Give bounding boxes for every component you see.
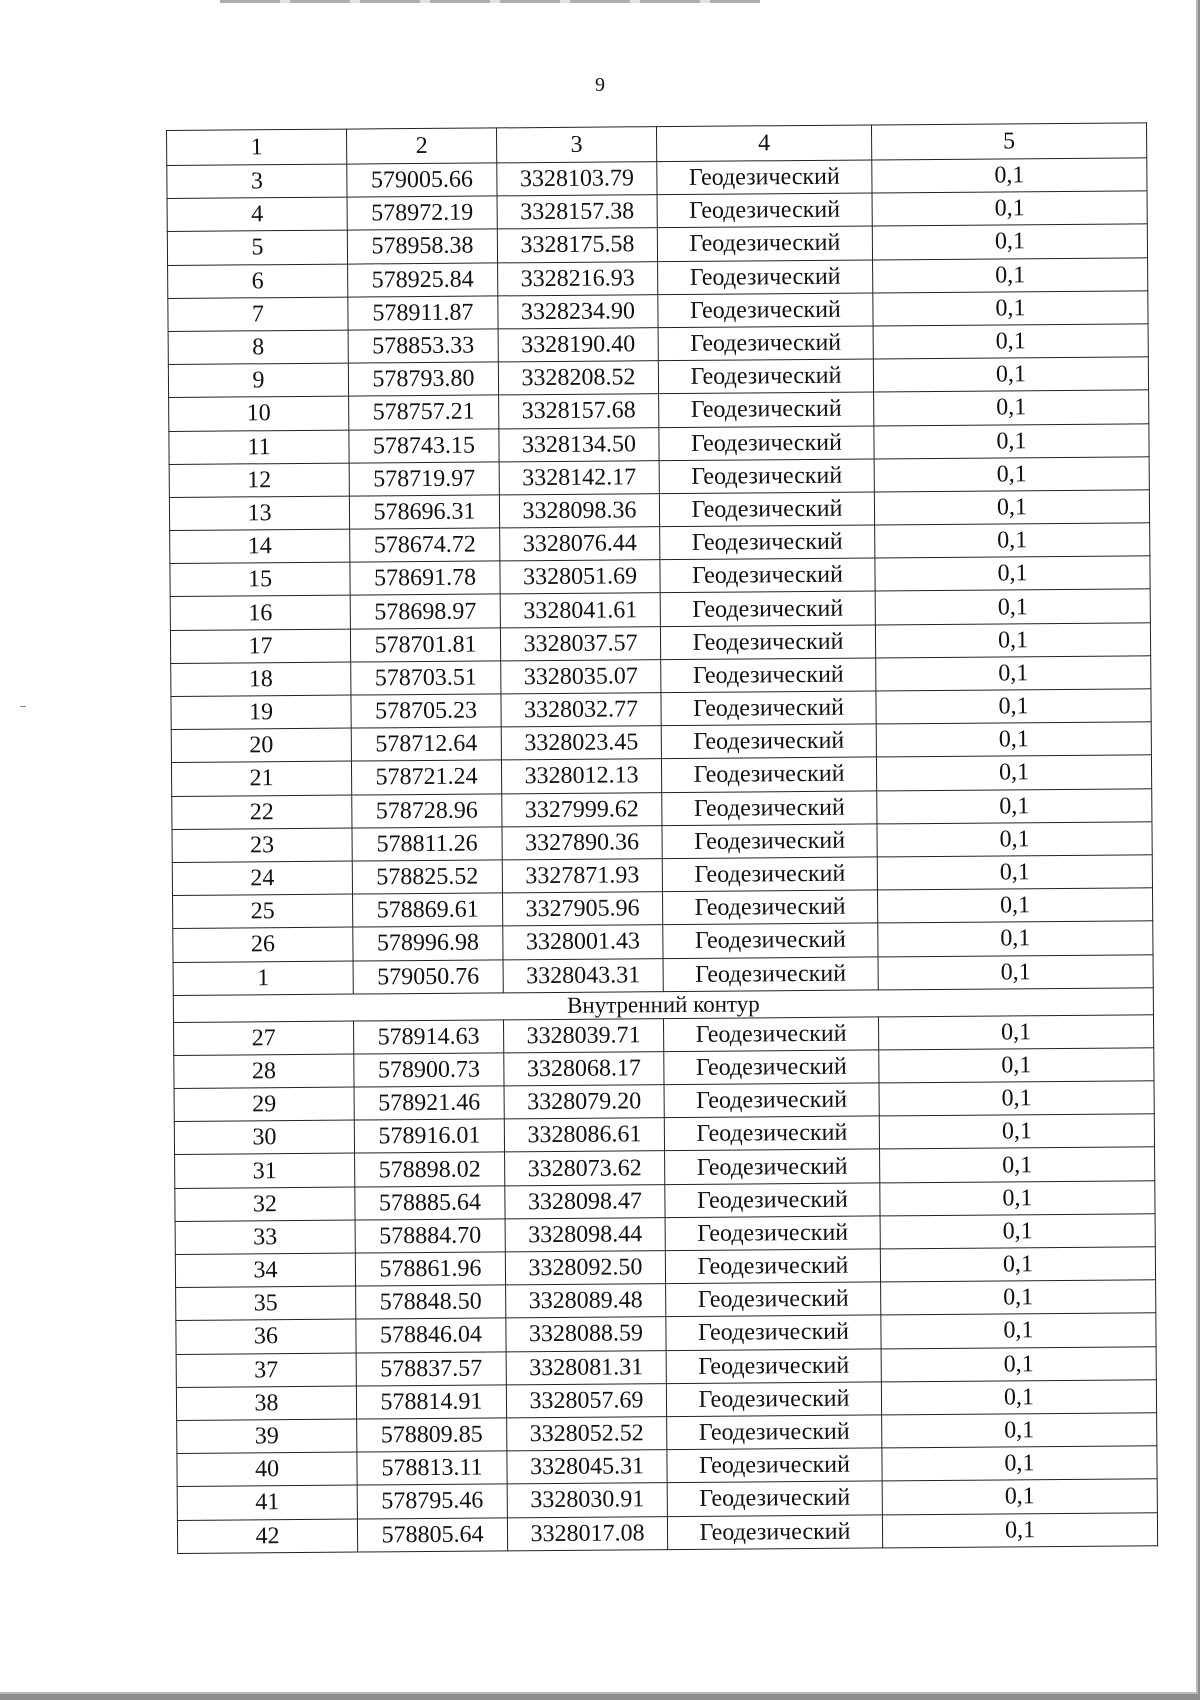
method-cell: Геодезический <box>666 1382 881 1417</box>
y-coordinate-cell: 3328012.13 <box>501 759 661 793</box>
x-coordinate-cell: 578972.19 <box>347 196 497 230</box>
precision-cell: 0,1 <box>873 291 1148 326</box>
precision-cell: 0,1 <box>875 622 1150 657</box>
y-coordinate-cell: 3328030.91 <box>507 1483 667 1517</box>
precision-cell: 0,1 <box>874 423 1149 458</box>
method-cell: Геодезический <box>658 359 873 394</box>
point-number-cell: 10 <box>169 396 349 431</box>
x-coordinate-cell: 578884.70 <box>355 1219 505 1253</box>
header-cell: 2 <box>346 128 496 164</box>
point-number-cell: 33 <box>175 1220 355 1255</box>
precision-cell: 0,1 <box>876 656 1151 691</box>
precision-cell: 0,1 <box>872 191 1147 226</box>
x-coordinate-cell: 578805.64 <box>357 1517 507 1551</box>
precision-cell: 0,1 <box>873 257 1148 292</box>
x-coordinate-cell: 578861.96 <box>355 1252 505 1286</box>
precision-cell: 0,1 <box>872 158 1147 193</box>
method-cell: Геодезический <box>664 1050 879 1085</box>
header-cell: 4 <box>656 125 871 162</box>
x-coordinate-cell: 578846.04 <box>356 1318 506 1352</box>
x-coordinate-cell: 578853.33 <box>348 329 498 363</box>
point-number-cell: 40 <box>177 1452 357 1487</box>
x-coordinate-cell: 578728.96 <box>352 793 502 827</box>
y-coordinate-cell: 3328045.31 <box>507 1450 667 1484</box>
method-cell: Геодезический <box>665 1149 880 1184</box>
precision-cell: 0,1 <box>874 490 1149 525</box>
method-cell: Геодезический <box>665 1216 880 1251</box>
y-coordinate-cell: 3328043.31 <box>503 958 663 992</box>
coordinates-table-body <box>167 123 1158 1553</box>
precision-cell: 0,1 <box>880 1180 1155 1215</box>
method-cell: Геодезический <box>661 658 876 693</box>
y-coordinate-cell: 3328052.52 <box>507 1417 667 1451</box>
x-coordinate-cell: 579005.66 <box>347 163 497 197</box>
y-coordinate-cell: 3328216.93 <box>498 261 658 295</box>
precision-cell: 0,1 <box>875 589 1150 624</box>
table-row <box>177 1512 1157 1553</box>
method-cell: Геодезический <box>659 492 874 527</box>
x-coordinate-cell: 578958.38 <box>347 229 497 263</box>
method-cell: Геодезический <box>658 326 873 361</box>
method-cell: Геодезический <box>657 160 872 195</box>
precision-cell: 0,1 <box>882 1479 1157 1514</box>
precision-cell: 0,1 <box>881 1346 1156 1381</box>
x-coordinate-cell: 578719.97 <box>349 462 499 496</box>
y-coordinate-cell: 3328076.44 <box>500 527 660 561</box>
precision-cell: 0,1 <box>882 1413 1157 1448</box>
precision-cell: 0,1 <box>873 324 1148 359</box>
y-coordinate-cell: 3328039.71 <box>503 1018 663 1052</box>
method-cell: Геодезический <box>661 691 876 726</box>
point-number-cell: 35 <box>176 1286 356 1321</box>
method-cell: Геодезический <box>660 525 875 560</box>
point-number-cell: 28 <box>174 1054 354 1089</box>
x-coordinate-cell: 578837.57 <box>356 1351 506 1385</box>
y-coordinate-cell: 3327890.36 <box>502 825 662 859</box>
method-cell: Геодезический <box>659 425 874 460</box>
y-coordinate-cell: 3328234.90 <box>498 294 658 328</box>
x-coordinate-cell: 578813.11 <box>357 1451 507 1485</box>
point-number-cell: 31 <box>175 1153 355 1188</box>
method-cell: Геодезический <box>658 293 873 328</box>
x-coordinate-cell: 578703.51 <box>351 661 501 695</box>
point-number-cell: 13 <box>169 496 349 531</box>
precision-cell: 0,1 <box>878 921 1153 956</box>
header-cell: 1 <box>167 129 347 165</box>
precision-cell: 0,1 <box>880 1247 1155 1282</box>
method-cell: Геодезический <box>663 1017 878 1052</box>
y-coordinate-cell: 3327905.96 <box>503 892 663 926</box>
x-coordinate-cell: 578701.81 <box>350 628 500 662</box>
point-number-cell: 37 <box>176 1353 356 1388</box>
method-cell: Геодезический <box>663 923 878 958</box>
x-coordinate-cell: 578911.87 <box>348 296 498 330</box>
y-coordinate-cell: 3328175.58 <box>497 228 657 262</box>
point-number-cell: 27 <box>174 1021 354 1056</box>
method-cell: Геодезический <box>666 1315 881 1350</box>
header-cell: 5 <box>871 123 1146 160</box>
precision-cell: 0,1 <box>876 755 1151 790</box>
x-coordinate-cell: 578898.02 <box>355 1152 505 1186</box>
y-coordinate-cell: 3328079.20 <box>504 1085 664 1119</box>
y-coordinate-cell: 3328098.36 <box>499 494 659 528</box>
y-coordinate-cell: 3328208.52 <box>498 361 658 395</box>
coordinates-table <box>166 122 1158 1553</box>
point-number-cell: 20 <box>171 728 351 763</box>
point-number-cell: 26 <box>173 927 353 962</box>
method-cell: Геодезический <box>666 1282 881 1317</box>
precision-cell: 0,1 <box>878 954 1153 989</box>
precision-cell: 0,1 <box>881 1380 1156 1415</box>
precision-cell: 0,1 <box>882 1446 1157 1481</box>
x-coordinate-cell: 578825.52 <box>352 860 502 894</box>
header-cell: 3 <box>496 127 656 163</box>
method-cell: Геодезический <box>662 791 877 826</box>
point-number-cell: 19 <box>171 695 351 730</box>
point-number-cell: 30 <box>174 1120 354 1155</box>
precision-cell: 0,1 <box>876 722 1151 757</box>
y-coordinate-cell: 3328035.07 <box>501 659 661 693</box>
precision-cell: 0,1 <box>882 1512 1157 1547</box>
method-cell: Геодезический <box>660 558 875 593</box>
precision-cell: 0,1 <box>875 556 1150 591</box>
point-number-cell: 34 <box>175 1253 355 1288</box>
point-number-cell: 5 <box>167 230 347 265</box>
y-coordinate-cell: 3328190.40 <box>498 328 658 362</box>
point-number-cell: 17 <box>170 629 350 664</box>
x-coordinate-cell: 578811.26 <box>352 827 502 861</box>
x-coordinate-cell: 579050.76 <box>353 959 503 993</box>
method-cell: Геодезический <box>657 193 872 228</box>
precision-cell: 0,1 <box>879 1048 1154 1083</box>
point-number-cell: 25 <box>173 894 353 929</box>
method-cell: Геодезический <box>667 1448 882 1483</box>
page-number: 9 <box>595 74 605 96</box>
precision-cell: 0,1 <box>878 1014 1153 1049</box>
y-coordinate-cell: 3328037.57 <box>500 626 660 660</box>
y-coordinate-cell: 3327871.93 <box>502 859 662 893</box>
point-number-cell: 9 <box>168 363 348 398</box>
method-cell: Геодезический <box>665 1249 880 1284</box>
precision-cell: 0,1 <box>873 357 1148 392</box>
y-coordinate-cell: 3328088.59 <box>506 1317 666 1351</box>
method-cell: Геодезический <box>664 1083 879 1118</box>
method-cell: Геодезический <box>661 757 876 792</box>
y-coordinate-cell: 3328041.61 <box>500 593 660 627</box>
y-coordinate-cell: 3328057.69 <box>506 1383 666 1417</box>
precision-cell: 0,1 <box>874 390 1149 425</box>
point-number-cell: 18 <box>171 662 351 697</box>
method-cell: Геодезический <box>667 1514 882 1549</box>
method-cell: Геодезический <box>667 1481 882 1516</box>
method-cell: Геодезический <box>659 392 874 427</box>
x-coordinate-cell: 578793.80 <box>348 362 498 396</box>
y-coordinate-cell: 3327999.62 <box>502 792 662 826</box>
method-cell: Геодезический <box>664 1116 879 1151</box>
point-number-cell: 16 <box>170 596 350 631</box>
point-number-cell: 21 <box>171 761 351 796</box>
point-number-cell: 6 <box>168 264 348 299</box>
method-cell: Геодезический <box>665 1183 880 1218</box>
y-coordinate-cell: 3328157.68 <box>499 394 659 428</box>
point-number-cell: 14 <box>170 529 350 564</box>
coordinates-table-container <box>166 122 1158 1553</box>
y-coordinate-cell: 3328092.50 <box>505 1251 665 1285</box>
precision-cell: 0,1 <box>877 855 1152 890</box>
x-coordinate-cell: 578996.98 <box>353 926 503 960</box>
scan-edge-artifact <box>220 0 760 3</box>
y-coordinate-cell: 3328017.08 <box>507 1516 667 1550</box>
y-coordinate-cell: 3328073.62 <box>505 1151 665 1185</box>
y-coordinate-cell: 3328001.43 <box>503 925 663 959</box>
y-coordinate-cell: 3328081.31 <box>506 1350 666 1384</box>
x-coordinate-cell: 578743.15 <box>349 428 499 462</box>
precision-cell: 0,1 <box>881 1313 1156 1348</box>
x-coordinate-cell: 578885.64 <box>355 1185 505 1219</box>
x-coordinate-cell: 578916.01 <box>354 1119 504 1153</box>
x-coordinate-cell: 578809.85 <box>357 1418 507 1452</box>
y-coordinate-cell: 3328098.47 <box>505 1184 665 1218</box>
y-coordinate-cell: 3328032.77 <box>501 693 661 727</box>
point-number-cell: 15 <box>170 562 350 597</box>
y-coordinate-cell: 3328068.17 <box>504 1051 664 1085</box>
x-coordinate-cell: 578674.72 <box>350 528 500 562</box>
y-coordinate-cell: 3328134.50 <box>499 427 659 461</box>
precision-cell: 0,1 <box>880 1214 1155 1249</box>
method-cell: Геодезический <box>660 625 875 660</box>
y-coordinate-cell: 3328086.61 <box>504 1118 664 1152</box>
point-number-cell: 24 <box>172 861 352 896</box>
method-cell: Геодезический <box>659 459 874 494</box>
point-number-cell: 32 <box>175 1187 355 1222</box>
precision-cell: 0,1 <box>876 689 1151 724</box>
x-coordinate-cell: 578900.73 <box>354 1053 504 1087</box>
point-number-cell: 38 <box>176 1386 356 1421</box>
y-coordinate-cell: 3328157.38 <box>497 195 657 229</box>
method-cell: Геодезический <box>666 1348 881 1383</box>
x-coordinate-cell: 578691.78 <box>350 561 500 595</box>
x-coordinate-cell: 578721.24 <box>351 760 501 794</box>
x-coordinate-cell: 578712.64 <box>351 727 501 761</box>
precision-cell: 0,1 <box>879 1114 1154 1149</box>
x-coordinate-cell: 578795.46 <box>357 1484 507 1518</box>
method-cell: Геодезический <box>662 824 877 859</box>
precision-cell: 0,1 <box>875 523 1150 558</box>
point-number-cell: 8 <box>168 330 348 365</box>
point-number-cell: 36 <box>176 1319 356 1354</box>
y-coordinate-cell: 3328098.44 <box>505 1217 665 1251</box>
point-number-cell: 22 <box>172 795 352 830</box>
y-coordinate-cell: 3328051.69 <box>500 560 660 594</box>
point-number-cell: 12 <box>169 463 349 498</box>
x-coordinate-cell: 578698.97 <box>350 594 500 628</box>
method-cell: Геодезический <box>662 857 877 892</box>
x-coordinate-cell: 578925.84 <box>348 262 498 296</box>
section-title: Внутренний контур <box>173 987 1153 1022</box>
precision-cell: 0,1 <box>874 456 1149 491</box>
point-number-cell: 3 <box>167 164 347 199</box>
x-coordinate-cell: 578921.46 <box>354 1086 504 1120</box>
y-coordinate-cell: 3328023.45 <box>501 726 661 760</box>
y-coordinate-cell: 3328142.17 <box>499 460 659 494</box>
precision-cell: 0,1 <box>877 788 1152 823</box>
method-cell: Геодезический <box>661 724 876 759</box>
x-coordinate-cell: 578757.21 <box>349 395 499 429</box>
x-coordinate-cell: 578848.50 <box>356 1285 506 1319</box>
x-coordinate-cell: 578814.91 <box>356 1385 506 1419</box>
point-number-cell: 29 <box>174 1087 354 1122</box>
method-cell: Геодезический <box>658 260 873 295</box>
precision-cell: 0,1 <box>877 888 1152 923</box>
point-number-cell: 23 <box>172 828 352 863</box>
x-coordinate-cell: 578696.31 <box>349 495 499 529</box>
point-number-cell: 11 <box>169 430 349 465</box>
x-coordinate-cell: 578869.61 <box>353 893 503 927</box>
y-coordinate-cell: 3328089.48 <box>506 1284 666 1318</box>
x-coordinate-cell: 578914.63 <box>354 1020 504 1054</box>
precision-cell: 0,1 <box>881 1280 1156 1315</box>
method-cell: Геодезический <box>667 1415 882 1450</box>
point-number-cell: 7 <box>168 297 348 332</box>
precision-cell: 0,1 <box>877 822 1152 857</box>
scan-margin-mark <box>20 706 26 707</box>
point-number-cell: 42 <box>177 1519 357 1554</box>
method-cell: Геодезический <box>660 591 875 626</box>
method-cell: Геодезический <box>663 956 878 991</box>
point-number-cell: 4 <box>167 197 347 232</box>
x-coordinate-cell: 578705.23 <box>351 694 501 728</box>
method-cell: Геодезический <box>657 226 872 261</box>
precision-cell: 0,1 <box>879 1081 1154 1116</box>
precision-cell: 0,1 <box>880 1147 1155 1182</box>
y-coordinate-cell: 3328103.79 <box>497 162 657 196</box>
precision-cell: 0,1 <box>872 224 1147 259</box>
point-number-cell: 39 <box>177 1419 357 1454</box>
point-number-cell: 41 <box>177 1485 357 1520</box>
point-number-cell: 1 <box>173 961 353 996</box>
method-cell: Геодезический <box>662 890 877 925</box>
